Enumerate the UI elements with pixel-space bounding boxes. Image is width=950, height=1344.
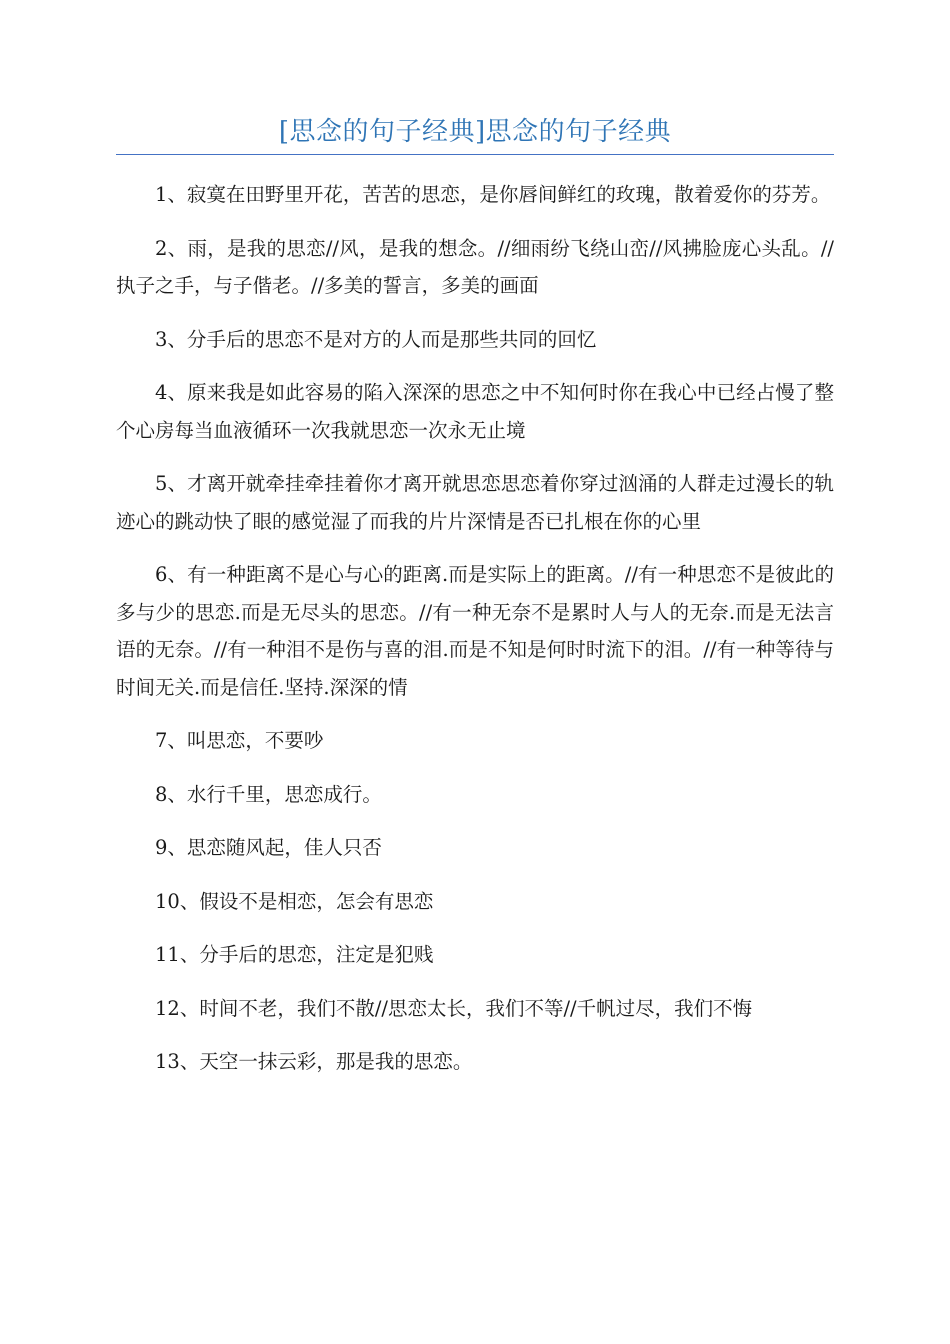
paragraph-11: 11、分手后的思恋，注定是犯贱: [155, 943, 434, 966]
paragraph-2: 2、雨，是我的思恋//风，是我的想念。//细雨纷飞绕山峦//风拂脸庞心头乱。//执子之手，与子偕老。//多美的誓言，多美的画面: [116, 236, 834, 297]
title-underline: [116, 154, 834, 155]
paragraph-13: 13、天空一抹云彩，那是我的思恋。: [155, 1050, 473, 1073]
paragraph-3: 3、分手后的思恋不是对方的人而是那些共同的回忆: [155, 327, 597, 351]
paragraph-12: 12、时间不老，我们不散//思恋太长，我们不等//千帆过尽，我们不悔: [155, 996, 753, 1020]
paragraph-9: 9、思恋随风起，佳人只否: [155, 836, 382, 859]
paragraph-1: 1、寂寞在田野里开花，苦苦的思恋，是你唇间鲜红的玫瑰，散着爱你的芬芳。: [155, 183, 831, 206]
paragraph-8: 8、水行千里，思恋成行。: [155, 782, 382, 806]
paragraph-5: 5、才离开就牵挂牵挂着你才离开就思恋思恋着你穿过汹涌的人群走过漫长的轨迹心的跳动快了眼的感觉湿了而我的片片深情是否已扎根在你的心里: [116, 472, 834, 533]
paragraph-10: 10、假设不是相恋，怎会有思恋: [155, 889, 434, 913]
paragraph-7: 7、叫思恋，不要吵: [155, 729, 324, 752]
paragraph-6: 6、有一种距离不是心与心的距离.而是实际上的距离。//有一种思恋不是彼此的多与少的思恋.而是无尽头的思恋。//有一种无奈不是累时人与人的无奈.而是无法言语的无奈。//有一种泪不是伤与喜的泪.而是不知是何时时流下的泪。//有一种等待与时间无关.而是信任.坚持.深深的情: [116, 563, 834, 699]
paragraph-4: 4、原来我是如此容易的陷入深深的思恋之中不知何时你在我心中已经占慢了整个心房每当血液循环一次我就思恋一次永无止境: [116, 381, 834, 442]
document-title: [思念的句子经典]思念的句子经典: [278, 117, 672, 147]
document-body: [116, 176, 834, 1097]
